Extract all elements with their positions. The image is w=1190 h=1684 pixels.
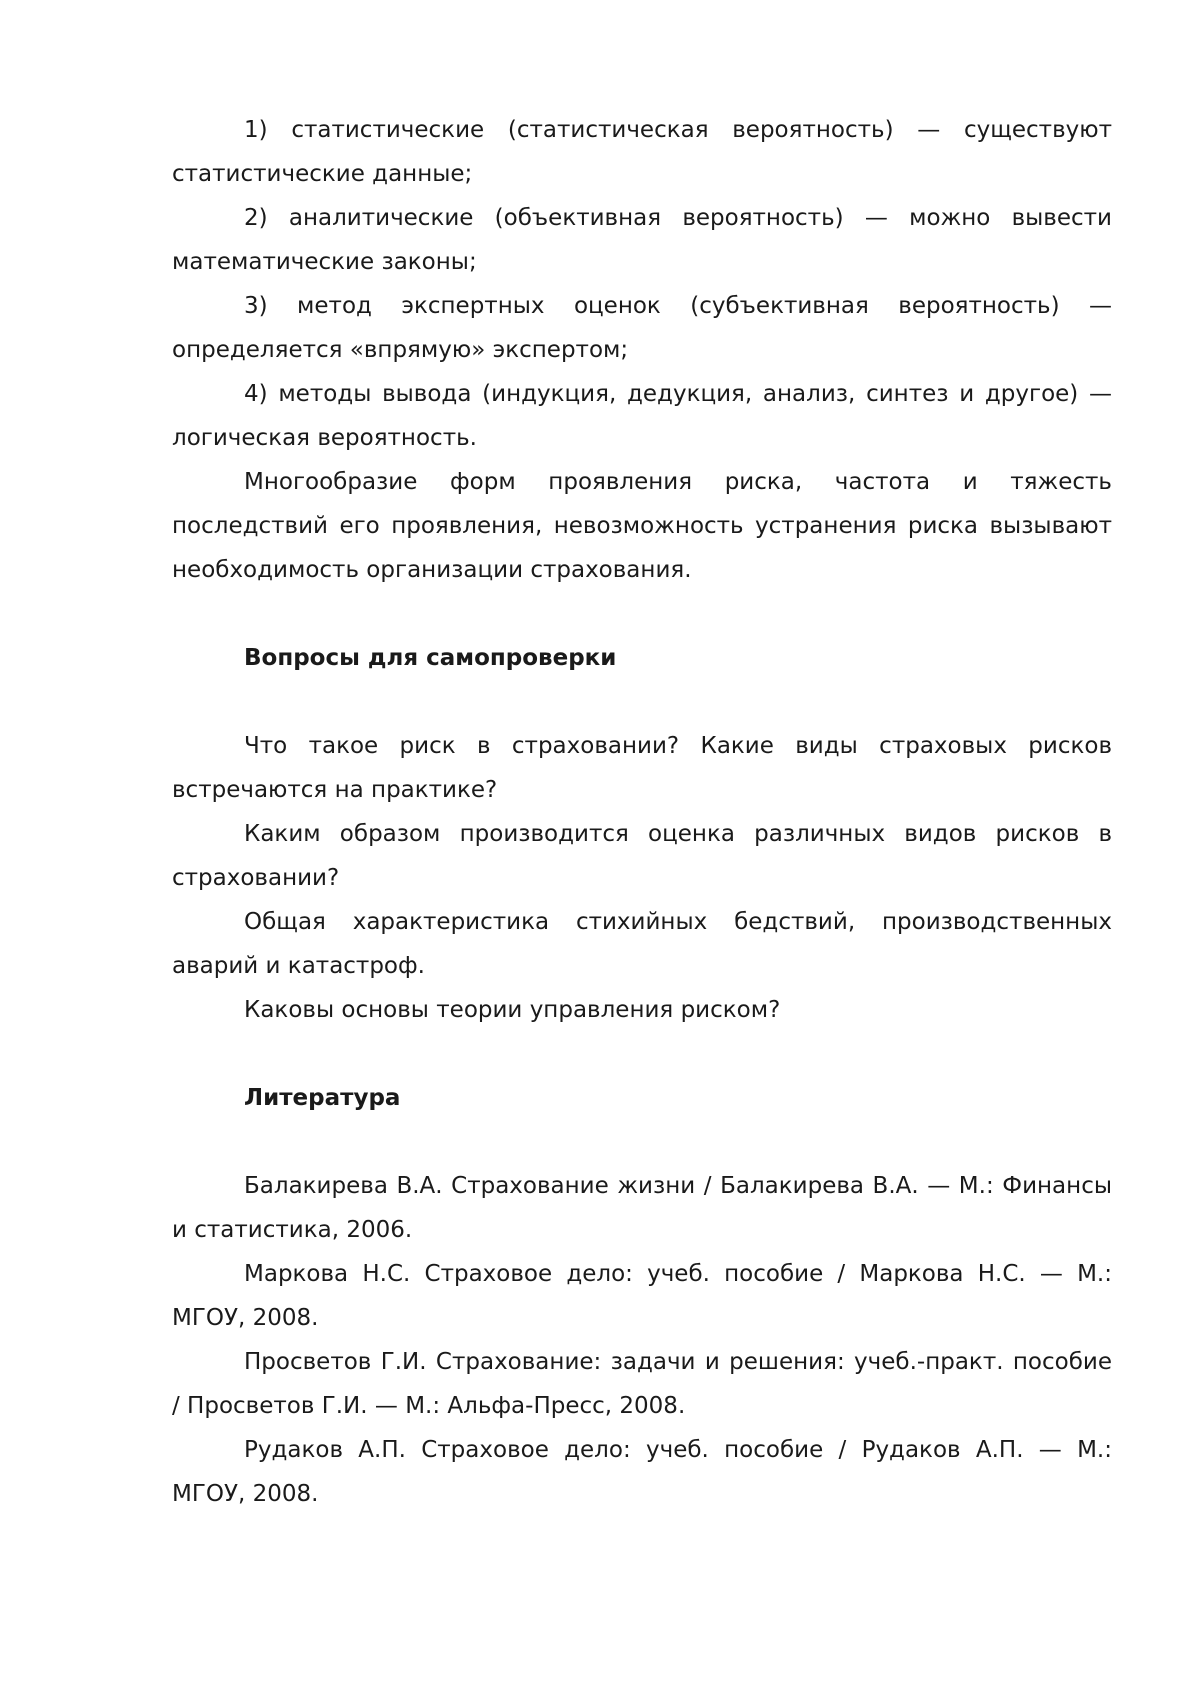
question-item: Общая характеристика стихийных бедствий, производственных аварий и катастроф. [172, 909, 1112, 979]
literature-item: Балакирева В.А. Страхование жизни / Балакирева В.А. — М.: Финансы и статистика, 2006. [172, 1173, 1112, 1243]
literature-item: Маркова Н.С. Страховое дело: учеб. пособие / Маркова Н.С. — М.: МГОУ, 2008. [172, 1261, 1112, 1331]
questions-heading: Вопросы для самопроверки [244, 645, 617, 671]
probability-method-inference: 4) методы вывода (индукция, дедукция, анализ, синтез и другое) — логическая вероятность. [172, 381, 1112, 451]
literature-item: Просветов Г.И. Страхование: задачи и решения: учеб.-практ. пособие / Просветов Г.И. — М.: Альфа-Пресс, 2008. [172, 1349, 1112, 1419]
risk-summary-paragraph: Многообразие форм проявления риска, частота и тяжесть последствий его проявления, невозможность устранения риска вызывают необходимость организации страхования. [172, 469, 1112, 583]
probability-method-analytical: 2) аналитические (объективная вероятность) — можно вывести математические законы; [172, 205, 1112, 275]
question-item: Что такое риск в страховании? Какие виды страховых рисков встречаются на практике? [172, 733, 1112, 803]
literature-section [172, 1076, 1112, 1516]
probability-method-statistical: 1) статистические (статистическая вероятность) — существуют статистические данные; [172, 117, 1112, 187]
document-page [172, 108, 1112, 1516]
literature-item: Рудаков А.П. Страховое дело: учеб. пособие / Рудаков А.П. — М.: МГОУ, 2008. [172, 1437, 1112, 1507]
probability-method-expert: 3) метод экспертных оценок (субъективная вероятность) — определяется «впрямую» экспертом; [172, 293, 1112, 363]
question-item: Каким образом производится оценка различных видов рисков в страховании? [172, 821, 1112, 891]
literature-heading: Литература [244, 1085, 401, 1111]
intro-section [172, 108, 1112, 592]
question-item: Каковы основы теории управления риском? [244, 997, 781, 1023]
questions-section [172, 636, 1112, 1032]
